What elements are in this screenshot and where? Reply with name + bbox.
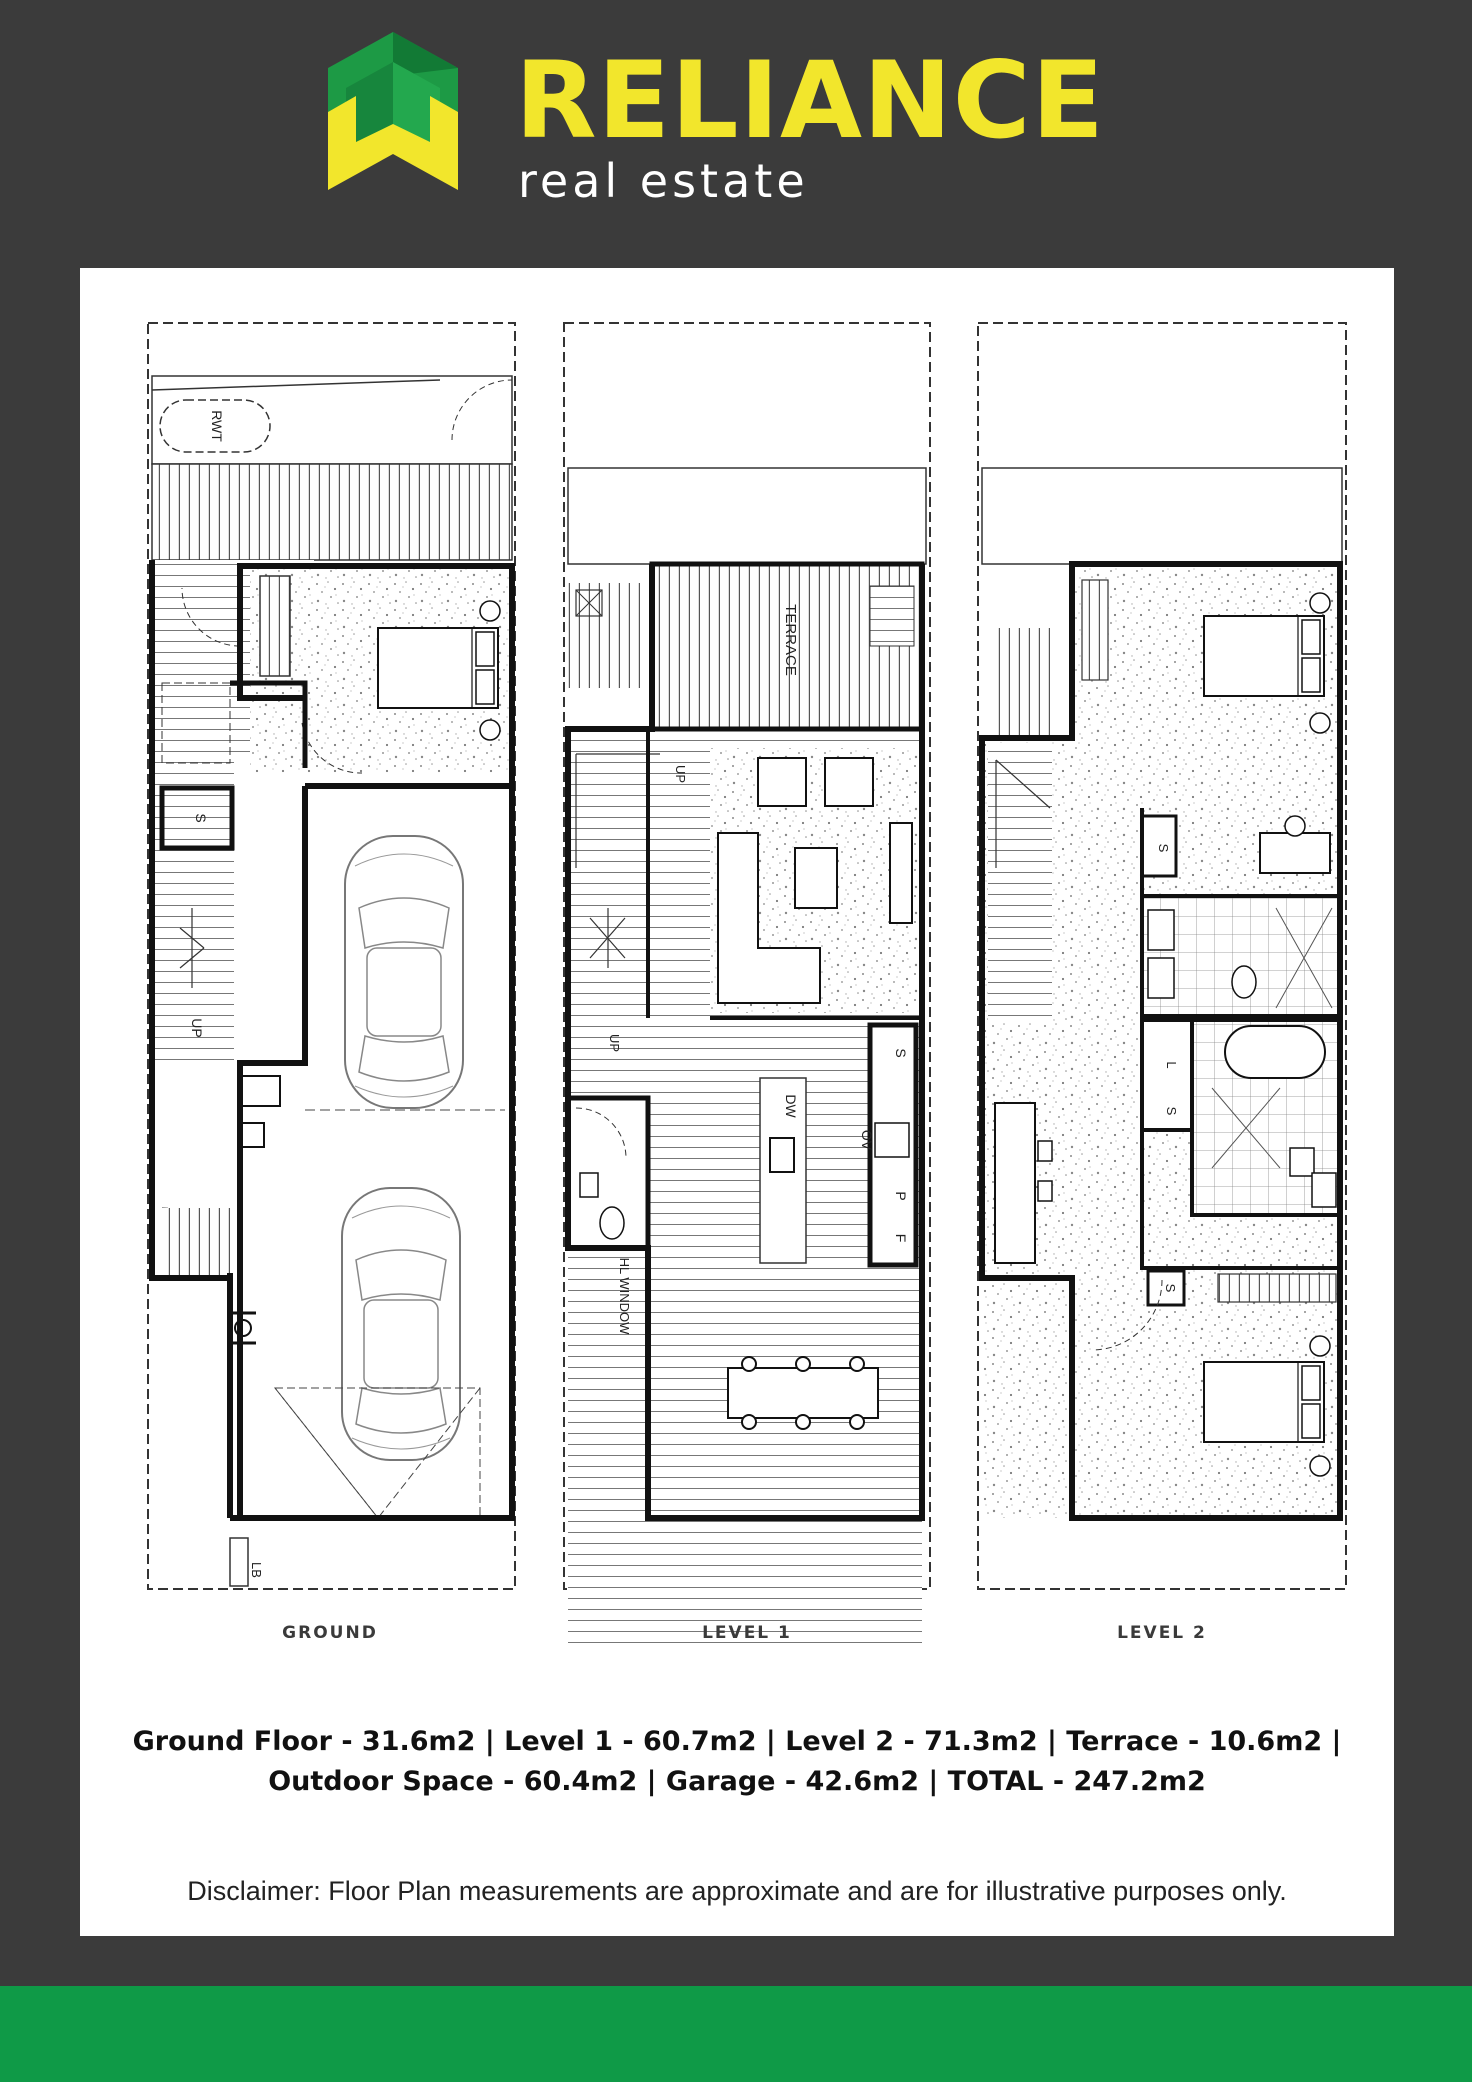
area-summary-line-2: Outdoor Space - 60.4m2 | Garage - 42.6m2 | TOTAL - 247.2m2	[268, 1766, 1206, 1797]
footer-bar	[0, 1986, 1472, 2082]
ground-label: GROUND	[282, 1623, 378, 1643]
floor-plans	[80, 268, 1394, 1668]
header	[0, 0, 1472, 268]
linen-tag: L	[1164, 1061, 1179, 1069]
level1-storage-tag: S	[893, 1048, 909, 1058]
reliance-logo-icon	[328, 32, 458, 190]
letterbox-tag: LB	[249, 1562, 264, 1578]
fridge-tag: F	[893, 1233, 909, 1243]
ground-stair-up-tag: UP	[189, 1018, 205, 1038]
pantry-tag: P	[893, 1191, 909, 1201]
terrace-tag: TERRACE	[782, 604, 799, 676]
level-2-label: LEVEL 2	[1117, 1623, 1207, 1643]
disclaimer: Disclaimer: Floor Plan measurements are approximate and are for illustrative purposes only.	[187, 1876, 1287, 1906]
hl-window-tag: HL WINDOW	[617, 1257, 632, 1335]
level2-storage-bottom-tag: S	[1163, 1283, 1178, 1293]
storage-tag: S	[193, 813, 209, 823]
rwt-tag: RWT	[209, 410, 225, 442]
level1-up-tag-bottom: UP	[607, 1033, 622, 1053]
brand-name: RELIANCE	[515, 39, 1105, 162]
floor-plan-sheet	[80, 268, 1394, 1936]
brand-tagline: real estate	[518, 154, 809, 208]
oven-tag: OV	[859, 1129, 875, 1151]
level2-storage-top-tag: S	[1156, 843, 1171, 853]
ground-floor-plan	[148, 323, 515, 1589]
area-summary-line-1: Ground Floor - 31.6m2 | Level 1 - 60.7m2 | Level 2 - 71.3m2 | Terrace - 10.6m2 |	[132, 1726, 1342, 1757]
level-2-plan	[978, 323, 1346, 1589]
level-1-label: LEVEL 1	[702, 1623, 792, 1643]
level1-up-tag-top: UP	[673, 764, 688, 784]
dishwasher-tag: DW	[783, 1094, 799, 1118]
level-1-plan	[564, 323, 930, 1653]
level2-storage-mid-tag: S	[1164, 1106, 1179, 1116]
